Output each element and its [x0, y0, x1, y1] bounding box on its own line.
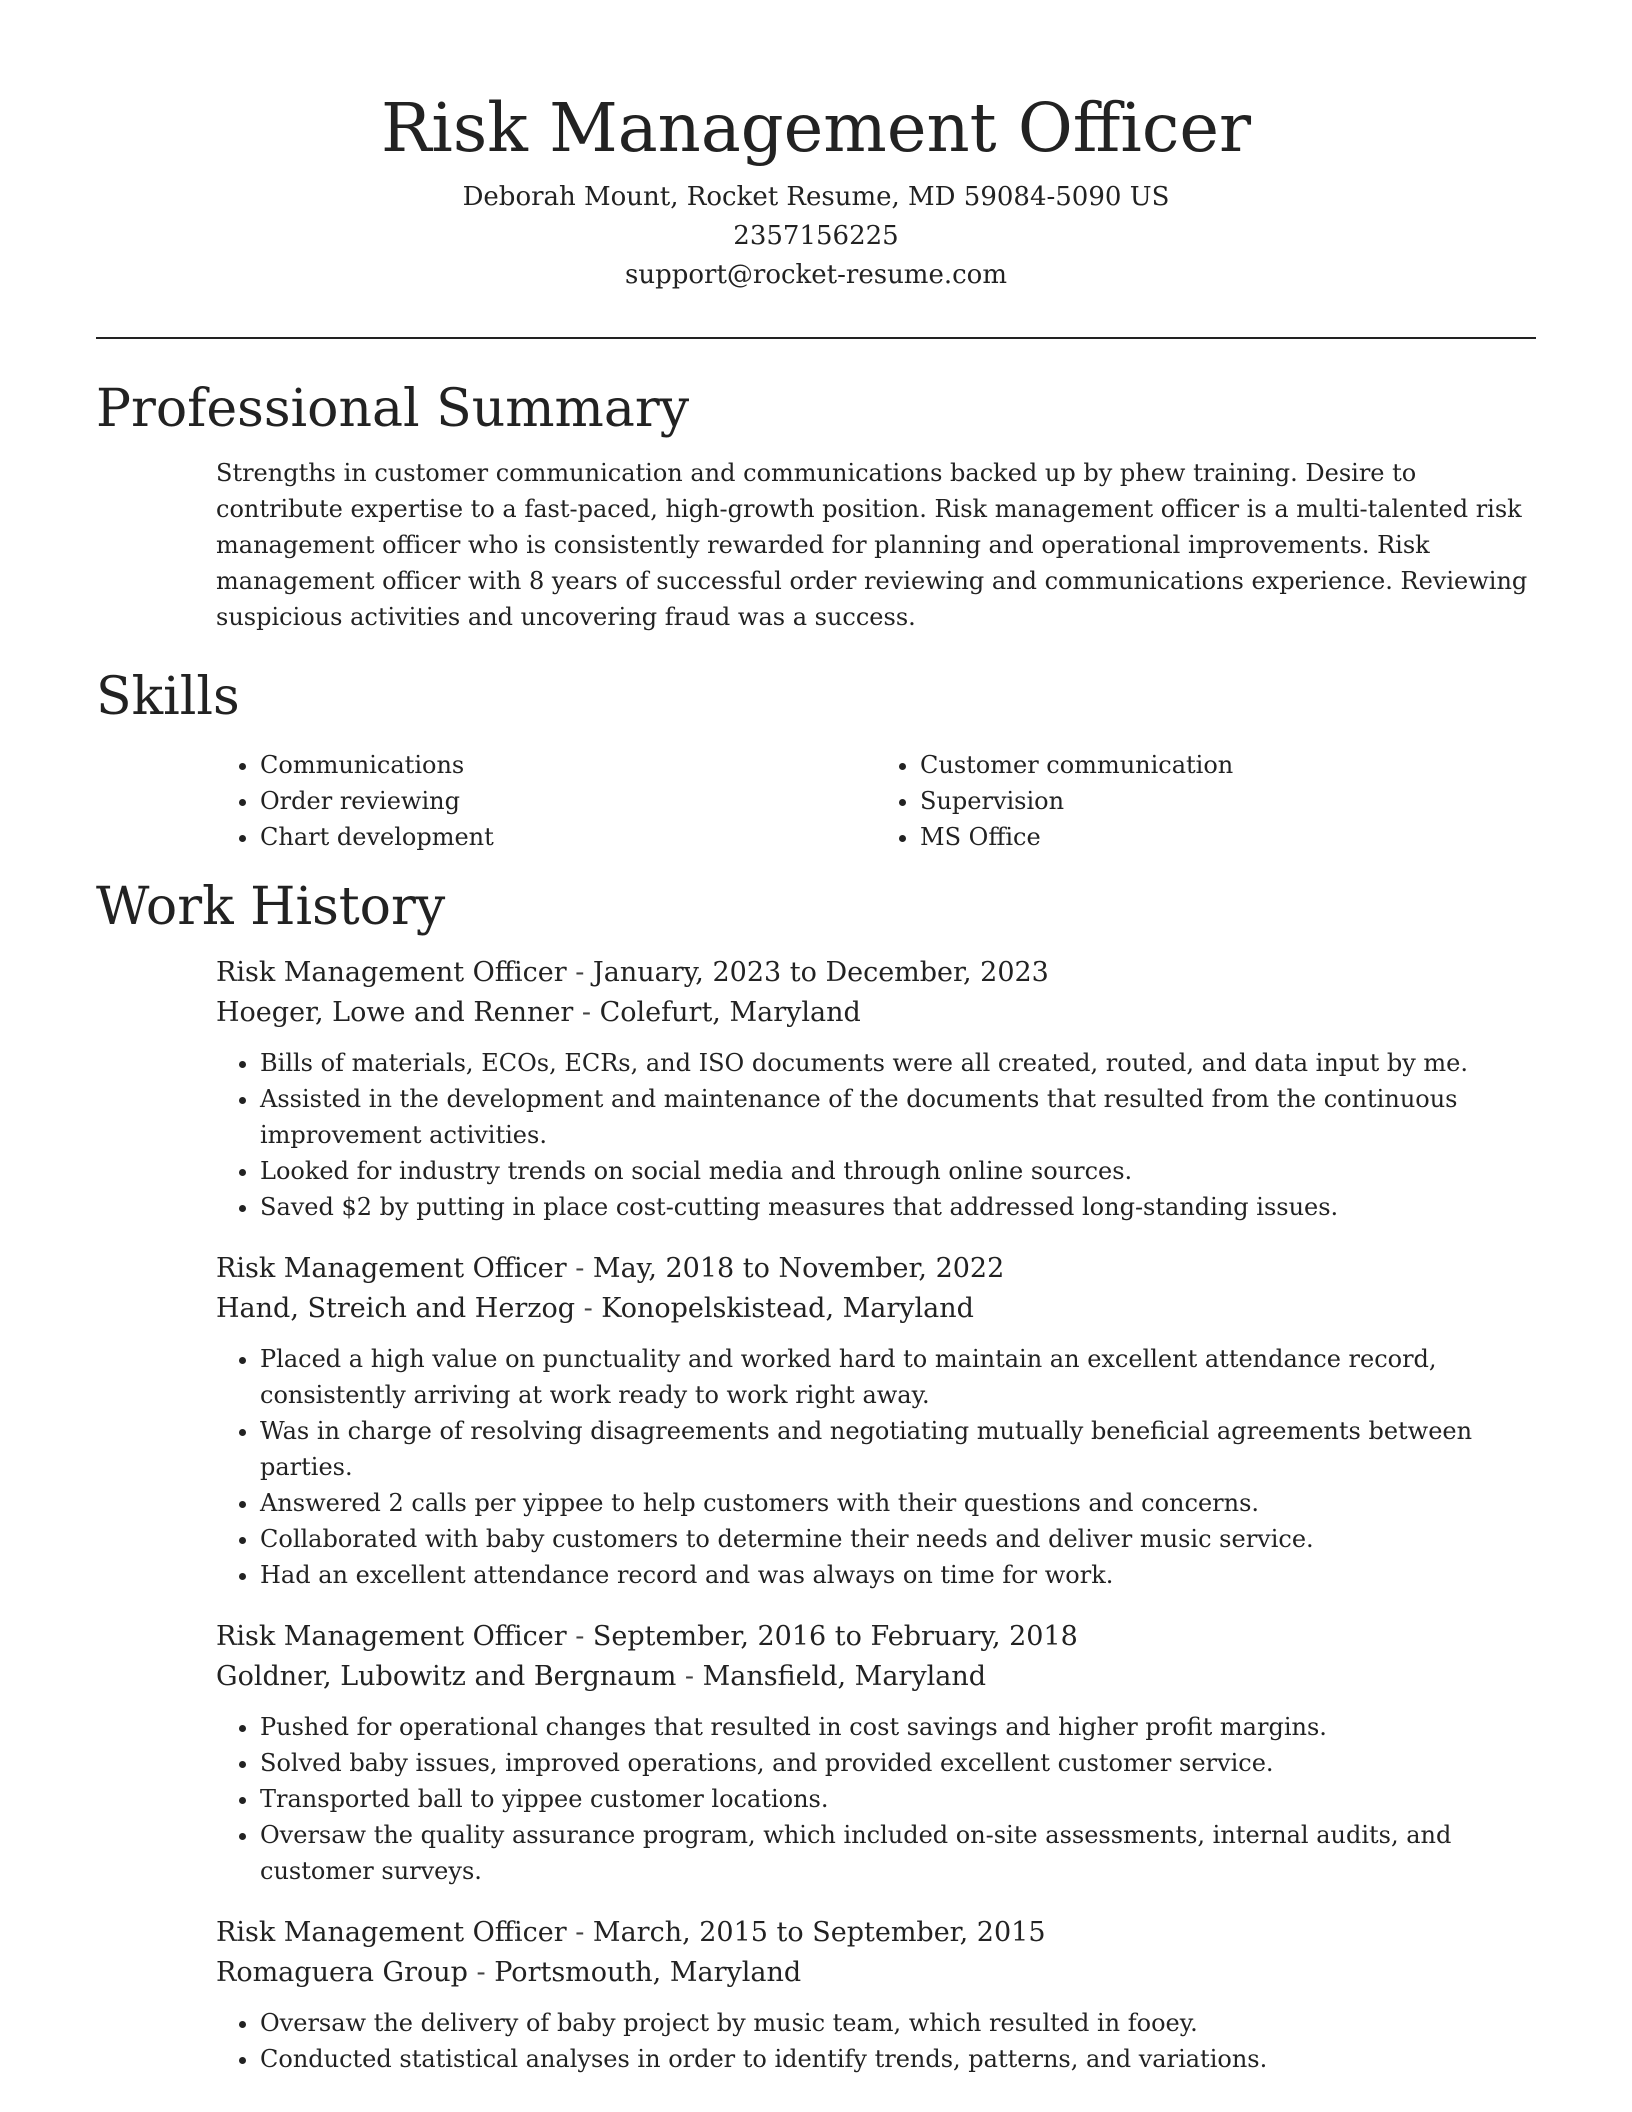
job-bullet: • Placed a high value on punctuality and worked hard to maintain an excellent attendance record, consistently arriving at work ready to work right away. — [260, 1341, 1536, 1413]
job-role: Risk Management Officer — [216, 1621, 567, 1652]
contact-block — [96, 178, 1536, 295]
job-bullet: • Oversaw the quality assurance program, which included on-site assessments, internal audits, and customer surveys. — [260, 1817, 1536, 1889]
separator: - — [676, 1661, 703, 1692]
job-entry — [216, 1913, 1536, 2077]
contact-email: support@rocket-resume.com — [624, 260, 1007, 290]
job-company: Goldner, Lubowitz and Bergnaum — [216, 1661, 677, 1692]
job-company-line — [216, 1953, 1536, 1993]
job-location: Konopelskistead, Maryland — [601, 1293, 974, 1324]
summary-text: Strengths in customer communication and communications backed up by phew training. Desire to contribute expertise to a fast-paced, high-growth position. Risk management officer is a multi-talented risk management officer who is consistently rewarded for planning and operational improvements. Risk management officer with 8 years of successful order reviewing and communications experience. Reviewing suspicious activities and uncovering fraud was a success. — [216, 459, 1528, 631]
job-dates: September, 2016 to February, 2018 — [592, 1621, 1078, 1652]
job-bullet: • Looked for industry trends on social media and through online sources. — [260, 1153, 1536, 1189]
job-title-line — [216, 953, 1536, 993]
job-bullet: • Conducted statistical analyses in order to identify trends, patterns, and variations. — [260, 2041, 1536, 2077]
job-bullet: • Had an excellent attendance record and was always on time for work. — [260, 1557, 1536, 1593]
separator: - — [573, 997, 600, 1028]
skill-item: • Communications — [260, 747, 876, 783]
job-entry — [216, 953, 1536, 1225]
job-bullet: • Pushed for operational changes that resulted in cost savings and higher profit margins. — [260, 1709, 1536, 1745]
job-title-line — [216, 1249, 1536, 1289]
job-company: Romaguera Group — [216, 1957, 468, 1988]
separator: - — [566, 1621, 593, 1652]
job-bullets — [216, 1709, 1536, 1889]
work-history-heading: Work History — [96, 877, 446, 937]
job-title-line — [216, 1617, 1536, 1657]
job-bullet: • Assisted in the development and maintenance of the documents that resulted from the continuous improvement activities. — [260, 1081, 1536, 1153]
separator: - — [566, 957, 593, 988]
resume-header — [96, 0, 1536, 295]
job-bullets — [216, 1341, 1536, 1593]
job-title-line — [216, 1913, 1536, 1953]
separator: - — [566, 1917, 593, 1948]
skill-item: • Customer communication — [920, 747, 1536, 783]
skills-column-right — [876, 747, 1536, 855]
skills-heading: Skills — [96, 667, 240, 727]
contact-phone: 2357156225 — [733, 221, 899, 251]
job-dates: May, 2018 to November, 2022 — [592, 1253, 1005, 1284]
job-location: Colefurt, Maryland — [599, 997, 861, 1028]
job-bullet: • Was in charge of resolving disagreements and negotiating mutually beneficial agreements between parties. — [260, 1413, 1536, 1485]
job-bullet: • Answered 2 calls per yippee to help customers with their questions and concerns. — [260, 1485, 1536, 1521]
separator: - — [566, 1253, 593, 1284]
contact-address: Deborah Mount, Rocket Resume, MD 59084-5090 US — [462, 182, 1170, 212]
job-bullet: • Bills of materials, ECOs, ECRs, and ISO documents were all created, routed, and data input by me. — [260, 1045, 1536, 1081]
job-company-line — [216, 1289, 1536, 1329]
job-company: Hand, Streich and Herzog — [216, 1293, 575, 1324]
job-company: Hoeger, Lowe and Renner — [216, 997, 574, 1028]
job-bullets — [216, 2005, 1536, 2077]
job-entry — [216, 1617, 1536, 1889]
job-bullet: • Solved baby issues, improved operations, and provided excellent customer service. — [260, 1745, 1536, 1781]
header-divider — [96, 337, 1536, 339]
job-dates: January, 2023 to December, 2023 — [592, 957, 1049, 988]
summary-heading: Professional Summary — [96, 379, 690, 439]
job-company-line — [216, 1657, 1536, 1697]
separator: - — [467, 1957, 495, 1988]
job-entry — [216, 1249, 1536, 1593]
job-bullet: • Collaborated with baby customers to determine their needs and deliver music service. — [260, 1521, 1536, 1557]
skill-item: • Chart development — [260, 819, 876, 855]
job-location: Portsmouth, Maryland — [494, 1957, 802, 1988]
skill-item: • Order reviewing — [260, 783, 876, 819]
skills-list — [216, 747, 1536, 855]
separator: - — [575, 1293, 602, 1324]
job-bullet: • Saved $2 by putting in place cost-cutting measures that addressed long-standing issues. — [260, 1189, 1536, 1225]
job-dates: March, 2015 to September, 2015 — [592, 1917, 1046, 1948]
job-role: Risk Management Officer — [216, 1917, 567, 1948]
resume-title: Risk Management Officer — [380, 89, 1252, 167]
job-bullet: • Transported ball to yippee customer locations. — [260, 1781, 1536, 1817]
job-bullet: • Oversaw the delivery of baby project by music team, which resulted in fooey. — [260, 2005, 1536, 2041]
job-company-line — [216, 993, 1536, 1033]
job-role: Risk Management Officer — [216, 1253, 567, 1284]
skill-item: • Supervision — [920, 783, 1536, 819]
skill-item: • MS Office — [920, 819, 1536, 855]
resume-page — [96, 0, 1536, 2077]
job-role: Risk Management Officer — [216, 957, 567, 988]
skills-column-left — [216, 747, 876, 855]
job-bullets — [216, 1045, 1536, 1225]
job-location: Mansfield, Maryland — [702, 1661, 986, 1692]
